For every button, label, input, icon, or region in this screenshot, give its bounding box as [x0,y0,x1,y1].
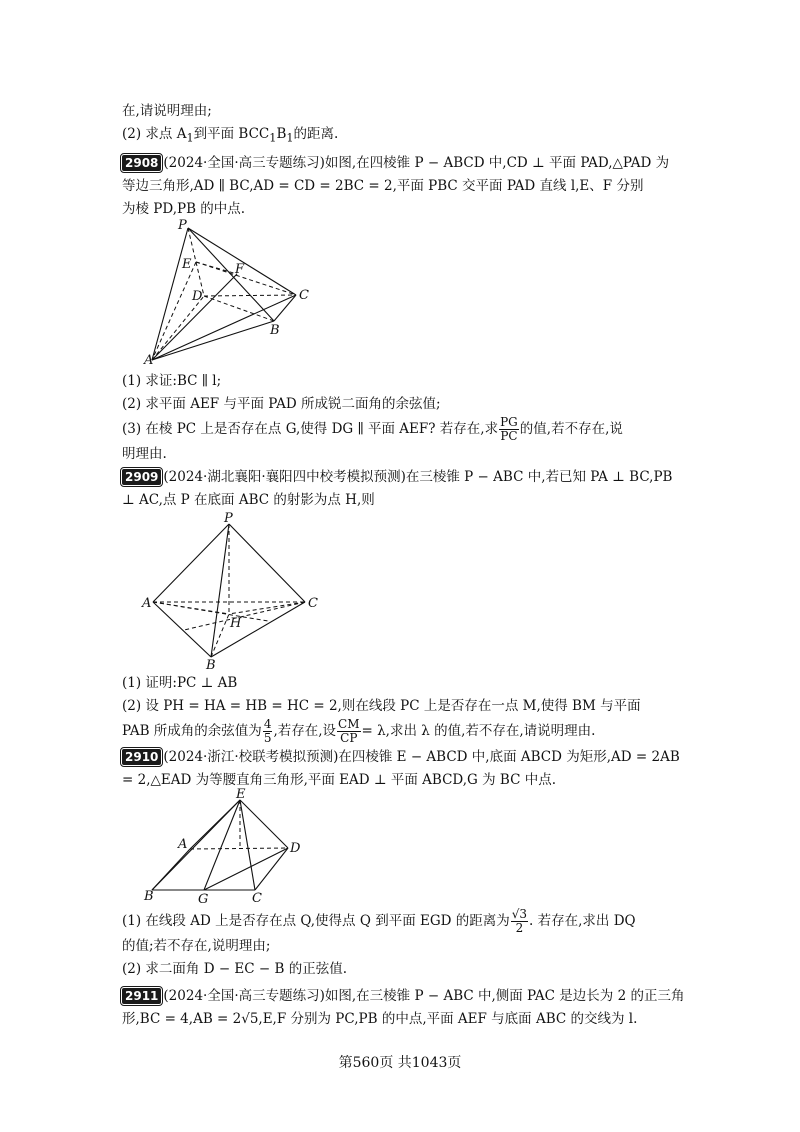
problem-text: ⊥ AC,点 P 在底面 ABC 的射影为点 H,则 [122,492,375,508]
label-B: B [270,323,280,338]
prev-problem-tail [122,100,682,150]
label-A: A [144,353,154,368]
label-C: C [252,891,262,906]
label-A: A [142,596,152,611]
prev-line-2: (2) 求点 $A_1$到平面 $BCC_1B_1$的距离. [122,126,339,145]
problem-text: 等边三角形,AD ∥ BC,AD = CD = 2BC = 2,平面 PBC 交平面 PAD 直线 l,E、F 分别 [122,178,644,194]
problem-text: 为棱 PD,PB 的中点. [122,201,246,217]
question-1-cont: 的值;若不存在,说明理由; [122,938,271,954]
problem-2911 [122,985,685,1031]
question-2: (2) 求二面角 D − EC − B 的正弦值. [122,961,348,977]
problem-number-badge: 2911 [122,988,161,1004]
fraction: $\frac{4}{5}$ [263,717,272,745]
question-1: (1) 求证:BC ∥ l; [122,373,222,389]
figure-2908-pyramid [140,218,330,368]
figure-2909-tetrahedron [140,512,330,672]
label-B: B [206,658,216,673]
fraction: $\frac{PG}{PC}$ [500,415,518,443]
figure-2910-pyramid [140,787,330,908]
problem-2908 [122,152,682,221]
label-P: P [178,218,187,233]
problem-text: (2024·湖北襄阳·襄阳四中校考模拟预测)在三棱锥 P − ABC 中,若已知 PA ⊥ BC,PB [163,469,673,485]
label-A: A [178,837,188,852]
problem-number-badge: 2908 [122,155,161,171]
label-F: F [235,262,245,277]
problem-text: (2024·全国·高三专题练习)如图,在三棱锥 P − ABC 中,侧面 PAC 是边长为 2 的正三角 [163,988,685,1004]
problem-text: (2024·全国·高三专题练习)如图,在四棱锥 P − ABCD 中,CD ⊥ 平面 PAD,△PAD 为 [163,155,670,171]
label-E: E [236,787,246,802]
problem-text: = 2,△EAD 为等腰直角三角形,平面 EAD ⊥ 平面 ABCD,G 为 BC 中点. [122,772,556,788]
label-G: G [198,892,209,907]
question-1: (1) 在线段 AD 上是否存在点 Q,使得点 Q 到平面 EGD 的距离为 $\frac{√3}{2}$ . 若存在,求出 DQ [122,907,636,935]
label-H: H [230,616,242,631]
label-C: C [299,288,309,303]
question-3: (3) 在棱 PC 上是否存在点 G,使得 DG ∥ 平面 AEF? 若存在,求 $\frac{PG}{PC}$ 的值,若不存在,说 [122,415,623,443]
label-B: B [144,889,154,904]
problem-text: (2024·浙江·校联考模拟预测)在四棱锥 E − ABCD 中,底面 ABCD 为矩形,AD = 2AB [163,749,680,765]
question-3-cont: 明理由. [122,446,167,462]
question-2: (2) 求平面 AEF 与平面 PAD 所成锐二面角的余弦值; [122,396,441,412]
fraction: $\frac{√3}{2}$ [511,907,528,935]
problem-2908-questions [122,370,682,466]
question-1: (1) 证明:PC ⊥ AB [122,675,238,691]
question-2: (2) 设 PH = HA = HB = HC = 2,则在线段 PC 上是否存在一点 M,使得 BM 与平面 [122,698,641,714]
problem-number-badge: 2909 [122,469,161,485]
fraction: $\frac{CM}{CP}$ [338,717,360,745]
problem-2910-questions [122,908,682,981]
prev-line-1: 在,请说明理由; [122,103,212,119]
page-footer: 第560页 共1043页 [338,1055,462,1071]
label-P: P [224,511,233,526]
label-C: C [308,596,318,611]
label-D: D [192,289,203,304]
problem-number-badge: 2910 [122,749,161,765]
label-D: D [290,841,301,856]
problem-text: 形,BC = 4,AB = 2√5,E,F 分别为 PC,PB 的中点,平面 AEF 与底面 ABC 的交线为 l. [122,1011,638,1027]
problem-2909-questions [122,672,682,745]
problem-2910 [122,746,682,792]
problem-2909 [122,466,682,512]
question-2-cont: PAB 所成角的余弦值为 $\frac{4}{5}$ ,若存在,设 $\frac{CM}{CP}$ = λ,求出 λ 的值,若不存在,请说明理由. [122,717,596,745]
label-E: E [182,257,192,272]
